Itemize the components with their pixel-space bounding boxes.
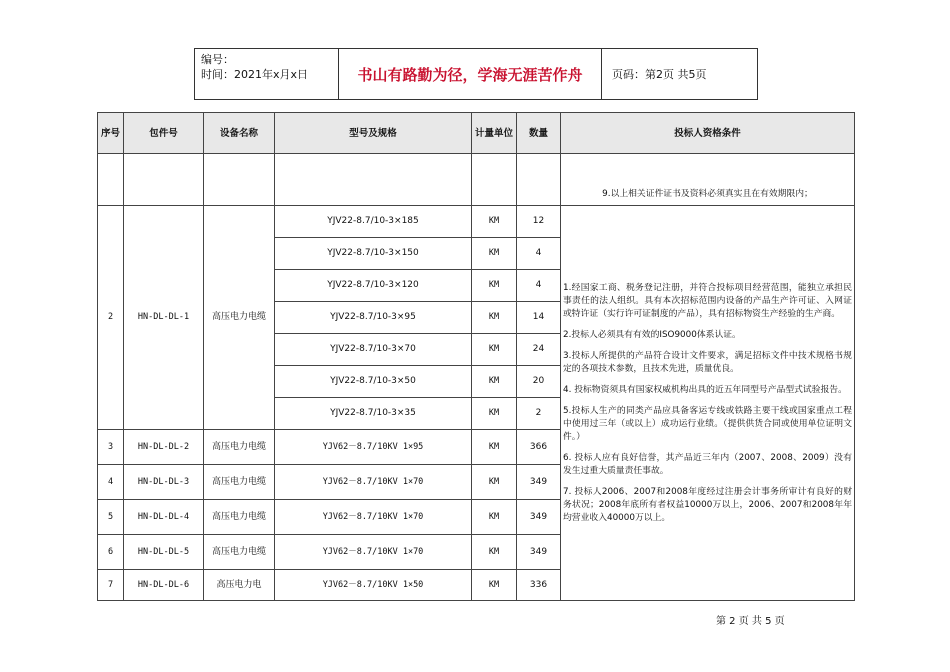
condition-item: 4. 投标物资须具有国家权威机构出具的近五年同型号产品型式试验报告。 [563,384,847,395]
qualification-conditions [561,206,855,601]
model-cell: YJV22-8.7/10-3×35 [275,398,472,430]
seq-cell: 3 [98,430,124,465]
model-cell: YJV22-8.7/10-3×150 [275,238,472,270]
model-cell: YJV62－8.7/10KV 1×70 [275,500,472,535]
seq-cell: 5 [98,500,124,535]
col-qualification: 投标人资格条件 [561,113,855,154]
unit-cell: KM [472,302,517,334]
col-quantity: 数量 [517,113,561,154]
unit-cell: KM [472,334,517,366]
unit-cell: KM [472,535,517,570]
condition-top: 9.以上相关证件证书及资料必须真实且在有效期限内； [561,154,855,206]
col-model: 型号及规格 [275,113,472,154]
unit-cell: KM [472,206,517,238]
qty-cell: 2 [517,398,561,430]
unit-cell: KM [472,500,517,535]
seq-cell: 7 [98,570,124,601]
model-cell: YJV62－8.7/10KV 1×70 [275,535,472,570]
seq-cell: 2 [98,206,124,430]
condition-item: 1.经国家工商、税务登记注册，并符合投标项目经营范围，能独立承担民事责任的法人组织。具有本次招标范围内设备的产品生产许可证、入网证或特许证（实行许可证制度的产品），具有招标物资生产经验的生产商。 [563,282,852,319]
qty-cell: 24 [517,334,561,366]
package-cell: HN-DL-DL-6 [124,570,204,601]
package-cell: HN-DL-DL-5 [124,535,204,570]
model-cell: YJV22-8.7/10-3×50 [275,366,472,398]
page-footer: 第 2 页 共 5 页 [716,616,785,627]
condition-item: 3.投标人所提供的产品符合设计文件要求，满足招标文件中技术规格书规定的各项技术参数，且技术先进，质量优良。 [563,350,852,374]
model-cell: YJV62－8.7/10KV 1×50 [275,570,472,601]
col-unit: 计量单位 [472,113,517,154]
condition-item: 5.投标人生产的同类产品应具备客运专线或铁路主要干线或国家重点工程中使用过三年（或以上）成功运行业绩。（提供供货合同或使用单位证明文件。） [563,405,852,442]
qty-cell: 349 [517,500,561,535]
equipment-table [97,112,855,601]
unit-cell: KM [472,465,517,500]
unit-cell: KM [472,398,517,430]
header-motto: 书山有路勤为径，学海无涯苦作舟 [339,49,602,99]
equipment-name-cell: 高压电力电 [204,570,275,601]
equipment-name-cell: 高压电力电缆 [204,535,275,570]
qty-cell: 349 [517,535,561,570]
qty-cell: 4 [517,270,561,302]
unit-cell: KM [472,570,517,601]
table-header-row [98,113,855,154]
unit-cell: KM [472,366,517,398]
package-cell: HN-DL-DL-1 [124,206,204,430]
model-cell: YJV22-8.7/10-3×185 [275,206,472,238]
equipment-name-cell: 高压电力电缆 [204,206,275,430]
col-package: 包件号 [124,113,204,154]
col-equipment-name: 设备名称 [204,113,275,154]
package-cell: HN-DL-DL-2 [124,430,204,465]
model-cell: YJV22-8.7/10-3×95 [275,302,472,334]
condition-item: 6. 投标人应有良好信誉，其产品近三年内（2007、2008、2009）没有发生过重大质量责任事故。 [563,452,852,476]
equipment-name-cell: 高压电力电缆 [204,500,275,535]
seq-cell: 6 [98,535,124,570]
condition-item: 7. 投标人2006、2007和2008年度经过注册会计事务所审计有良好的财务状况；2008年底所有者权益10000万以上，2006、2007和2008年年均营业收入40000万以上。 [563,486,852,523]
equipment-name-cell: 高压电力电缆 [204,430,275,465]
package-cell: HN-DL-DL-3 [124,465,204,500]
table-row [98,206,855,238]
unit-cell: KM [472,430,517,465]
model-cell: YJV22-8.7/10-3×120 [275,270,472,302]
number-label: 编号： [201,53,234,66]
qty-cell: 14 [517,302,561,334]
model-cell: YJV62－8.7/10KV 1×70 [275,465,472,500]
header-meta [195,49,339,99]
model-cell: YJV62－8.7/10KV 1×95 [275,430,472,465]
document-header [194,48,758,100]
unit-cell: KM [472,270,517,302]
qty-cell: 336 [517,570,561,601]
qty-cell: 4 [517,238,561,270]
page-label: 页码：第2页 共5页 [612,68,707,81]
seq-cell: 4 [98,465,124,500]
package-cell: HN-DL-DL-4 [124,500,204,535]
qty-cell: 12 [517,206,561,238]
qty-cell: 366 [517,430,561,465]
equipment-name-cell: 高压电力电缆 [204,465,275,500]
time-label: 时间：2021年x月x日 [201,68,309,81]
unit-cell: KM [472,238,517,270]
condition-item: 2.投标人必须具有有效的ISO9000体系认证。 [563,329,741,340]
table-row [98,154,855,206]
col-seq: 序号 [98,113,124,154]
model-cell: YJV22-8.7/10-3×70 [275,334,472,366]
qty-cell: 20 [517,366,561,398]
qty-cell: 349 [517,465,561,500]
